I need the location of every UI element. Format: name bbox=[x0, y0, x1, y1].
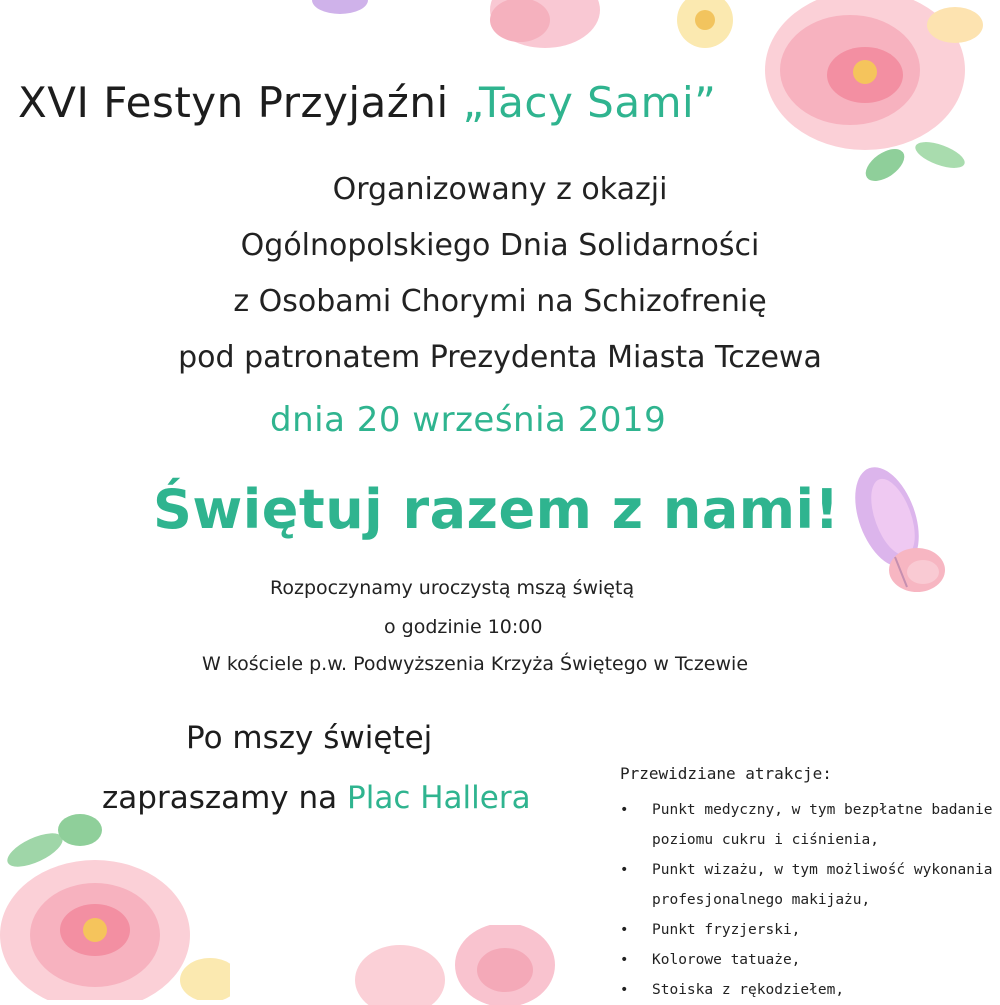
title-prefix: XVI Festyn Przyjaźni bbox=[18, 78, 463, 127]
venue-name: Plac Hallera bbox=[347, 780, 531, 816]
mass-line: W kościele p.w. Podwyższenia Krzyża Świętego w Tczewie bbox=[202, 653, 749, 675]
attractions-title: Przewidziane atrakcje: bbox=[620, 764, 832, 783]
attraction-item: • Kolorowe tatuaże, bbox=[620, 945, 1000, 975]
flower-cluster-bottom-left bbox=[0, 800, 230, 1000]
intro-line: pod patronatem Prezydenta Miasta Tczewa bbox=[178, 340, 822, 375]
headline: Świętuj razem z nami! bbox=[153, 478, 840, 541]
attraction-item: • Punkt wizażu, w tym możliwość wykonania profesjonalnego makijażu, bbox=[620, 855, 1000, 915]
attraction-item: • Punkt fryzjerski, bbox=[620, 915, 1000, 945]
festival-title bbox=[18, 78, 716, 127]
attractions-list bbox=[620, 795, 1000, 1005]
attraction-item: • Stoiska z rękodziełem, bbox=[620, 975, 1000, 1005]
intro-line: Ogólnopolskiego Dnia Solidarności bbox=[240, 228, 760, 263]
after-mass-invite bbox=[102, 780, 531, 816]
title-accent: „Tacy Sami” bbox=[462, 78, 717, 127]
intro-line: Organizowany z okazji bbox=[332, 172, 668, 207]
butterfly-right bbox=[835, 462, 955, 612]
flower-bottom-center bbox=[340, 925, 580, 1005]
mass-line: o godzinie 10:00 bbox=[384, 616, 543, 638]
mass-line: Rozpoczynamy uroczystą mszą świętą bbox=[270, 577, 635, 599]
event-date: dnia 20 września 2019 bbox=[270, 400, 667, 440]
invite-prefix: zapraszamy na bbox=[102, 780, 348, 816]
attraction-item: • Punkt medyczny, w tym bezpłatne badanie poziomu cukru i ciśnienia, bbox=[620, 795, 1000, 855]
intro-line: z Osobami Chorymi na Schizofrenię bbox=[233, 284, 767, 319]
after-mass-line: Po mszy świętej bbox=[186, 720, 433, 756]
